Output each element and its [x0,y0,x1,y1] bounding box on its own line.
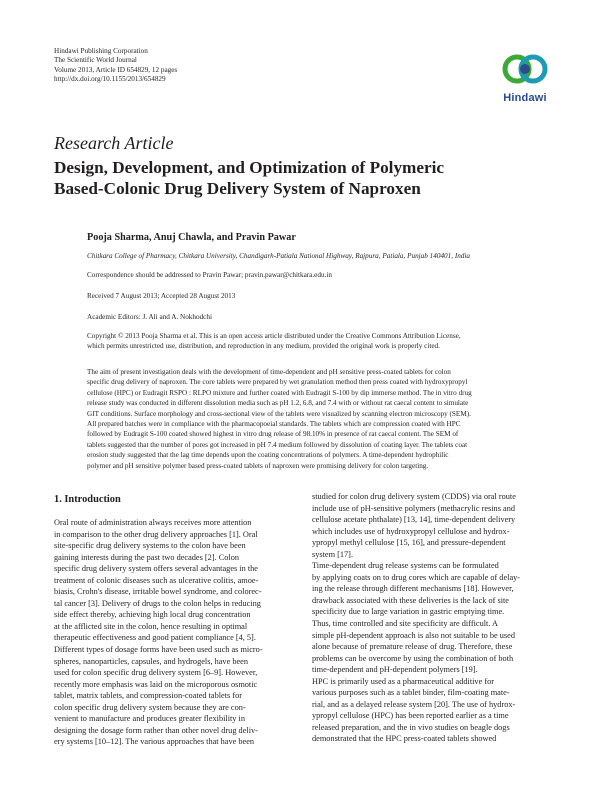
body-line: venient to manufacture and produces greater flexibility in [54,714,245,724]
body-line: time-dependent and pH-dependent polymers [19]. [312,665,478,675]
body-line: colon specific drug delivery system because they are con- [54,702,246,712]
doi-link[interactable]: http://dx.doi.org/10.1155/2013/654829 [54,74,166,83]
body-line: ypropyl methyl cellulose [15, 16], and pressure-dependent [312,538,506,548]
body-line: ery systems [10–12]. The various approaches that have been [54,737,255,747]
section-heading-introduction: 1. Introduction [54,494,121,505]
journal-name-line: The Scientific World Journal [54,56,137,65]
body-line: specificity due to large variation in gastric emptying time. [312,607,505,617]
abstract-line: All prepared batches were in compliance with the pharmacopoeial standards. The tablets which are compression coated with HPC [87,420,461,429]
affiliation: Chitkara College of Pharmacy, Chitkara University, Chandigarh-Patiala National Highway, Rajpura, Patiala, Punjab 140401, India [87,252,470,260]
body-line: ing the release through different mechanisms [18]. However, [312,584,514,594]
publisher-line: Hindawi Publishing Corporation [54,47,148,55]
article-type: Research Article [54,133,174,153]
author-list: Pooja Sharma, Anuj Chawla, and Pravin Pawar [87,232,296,243]
body-line: Oral route of administration always receives more attention [54,518,252,527]
copyright-line: which permits unrestricted use, distribution, and reproduction in any medium, provided the original work is properly cited. [87,342,440,351]
right-column-body [312,491,520,745]
body-line: which includes use of hydroxypropyl cellulose and hydrox- [312,526,510,536]
body-line: cellulose acetate phthalate) [13, 14], time-dependent delivery [312,515,516,525]
body-line: site-specific drug delivery systems to the colon have been [54,541,246,551]
body-line: problems can be overcome by using the combination of both [312,653,514,663]
abstract-line: specific drug delivery of naproxen. The core tablets were prepared by wet granulation method then press coated with hydroxypropyl [87,378,468,387]
title-line: Based-Colonic Drug Delivery System of Naproxen [54,178,421,198]
body-line: Time-dependent drug release systems can be formulated [312,561,499,571]
body-line: rial, and as a delayed release system [20]. The use of hydrox- [312,699,516,709]
body-line: treatment of colonic diseases such as ulcerative colitis, amoe- [54,575,259,585]
body-line: side effect thereby, achieving high local drug concentration [54,610,251,620]
title-line: Design, Development, and Optimization of Polymeric [54,158,445,177]
academic-editors: Academic Editors: J. Ali and A. Nokhodchi [87,313,212,321]
body-line: Different types of dosage forms have been used such as micro- [54,645,263,655]
abstract [87,367,472,471]
body-line: drawback associated with these deliveries is the lack of site [312,595,509,605]
copyright-line: Copyright © 2013 Pooja Sharma et al. This is an open access article distributed under the Creative Commons Attribution License, [87,332,461,340]
body-line: ypropyl cellulose (HPC) has been reported earlier as a time [312,711,509,721]
body-line: simple pH-dependent approach is also not suitable to be used [312,630,515,640]
body-line: various purposes such as a tablet binder, film-coating mate- [312,688,510,698]
body-line: by applying coats on to drug cores which are capable of delay- [312,572,521,582]
body-line: HPC is primarily used as a pharmaceutical additive for [312,676,495,686]
abstract-line: cellulose (HPC) or Eudragit RSPO : RLPO mixture and further coated with Eudragit S-100 by dip immerse method. The in vitro drug [87,388,472,397]
body-line: used for colon specific drug delivery system [6–9]. However, [54,668,258,678]
body-line: released preparation, and the in vivo studies on beagle dogs [312,722,510,732]
copyright-notice [87,331,461,351]
body-line: specific drug delivery system offers several advantages in the [54,564,258,574]
body-line: studied for colon drug delivery system (CDDS) via oral route [312,492,516,501]
body-line: alone because of premature release of drug. Therefore, these [312,642,513,652]
correspondence: Correspondence should be addressed to Pravin Pawar; pravin.pawar@chitkara.edu.in [87,271,332,279]
body-line: in comparison to the other drug delivery approaches [1]. Oral [54,529,258,539]
received-accepted-dates: Received 7 August 2013; Accepted 28 August 2013 [87,292,236,300]
body-line: biasis, Crohn's disease, irritable bowel syndrome, and colorec- [54,587,262,597]
abstract-line: GIT conditions. Surface morphology and cross-sectional view of the tablets were visualized by scanning electron microscopy (SEM). [87,409,471,418]
paper-title [54,158,554,199]
abstract-line: polymer and pH sensitive polymer based press-coated tablets of naproxen were promising delivery for colon targeting. [87,461,429,470]
body-line: Thus, time controlled and site specificity are difficult. A [312,619,499,629]
body-line: include use of pH-sensitive polymers (methacrylic resins and [312,503,515,513]
body-line: demonstrated that the HPC press-coated tablets showed [312,734,497,744]
body-line: tablet, matrix tablets, and compression-coated tablets for [54,691,243,701]
body-line: recently more emphasis was laid on the microporous osmotic [54,679,258,689]
body-line: therapeutic effectiveness and good patient compliance [4, 5]. [54,633,256,643]
abstract-line: tablets suggested that the number of pores got increased in pH 7.4 medium followed by dissolution of coating layer. The tablets coat [87,440,468,449]
body-line: tal cancer [3]. Delivery of drugs to the colon helps in reducing [54,598,261,608]
body-line: designing the dosage form rather than other novel drug deliv- [54,725,258,735]
journal-meta [54,47,177,84]
body-line: spheres, nanoparticles, capsules, and hydrogels, have been [54,656,248,666]
abstract-line: The aim of present investigation deals with the development of time-dependent and pH sensitive press-coated tablets for colon [87,368,451,376]
left-column-body [54,517,263,748]
volume-line: Volume 2013, Article ID 654829, 12 pages [54,65,178,74]
abstract-line: followed by Eudragit S-100 coated showed highest in vitro drug release of 98.10% in presence of rat caecal content. The SEM of [87,430,459,439]
body-line: gaining interests during the past two decades [2]. Colon [54,552,240,562]
body-line: system [17]. [312,549,354,559]
abstract-line: erosion study suggested that the lag time depends upon the coating concentrations of polymers. A time-dependent hydrophilic [87,451,449,460]
hindawi-logo-text: Hindawi [503,92,547,104]
abstract-line: release study was conducted in different dissolution media such as pH 1.2, 6.8, and 7.4 with or without rat caecal content to simulate [87,399,469,408]
body-line: at the afflicted site in the colon, hence resulting in optimal [54,621,248,631]
